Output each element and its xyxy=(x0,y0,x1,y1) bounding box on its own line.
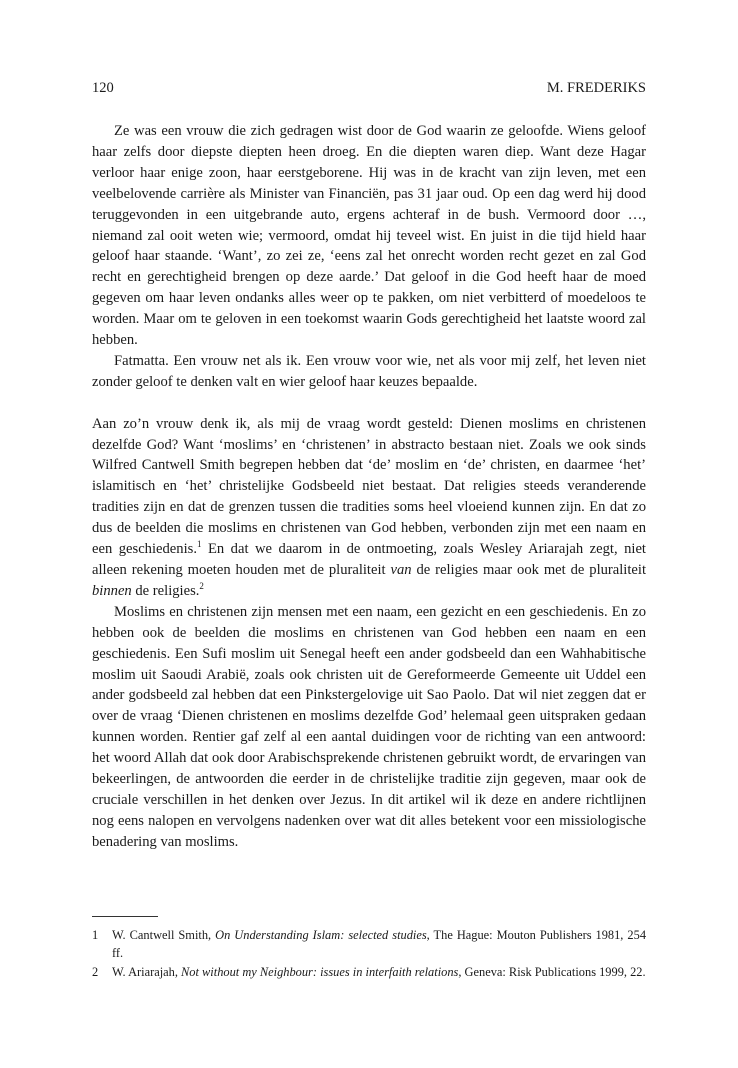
paragraph-4: Moslims en christenen zijn mensen met een naam, een gezicht en een geschiedenis. En zo hebben ook de beelden die moslims en christenen van God hebben een naam en een geschiedenis. Een Sufi moslim uit Senegal heeft een ander godsbeeld dan een Wahhabitische moslim uit Saoudi Arabië, zoals ook christen uit de Gereformeerde Gemeente uit Uddel een ander godsbeeld zal hebben dat een Pinkstergelovige uit Sao Paolo. Dat wil niet zeggen dat er over de vraag ‘Dienen christenen en moslims dezelfde God’ helemaal geen uitspraken gedaan kunnen worden. Rentier gaf zelf al een aantal duidingen voor de richting van een antwoord: het woord Allah dat ook door Arabischsprekende christenen gebruikt wordt, de ervaringen van bekeerlingen, de antwoorden die eerder in de christelijke traditie zijn gegeven, maar ook de cruciale verschillen in het denken over Jezus. In dit artikel wil ik deze en andere richtlijnen nog eens nalopen en vervolgens nadenken over wat dit alles betekent voor een missiologische benadering van moslims. xyxy=(92,603,646,850)
body-text xyxy=(92,121,646,853)
footnotes xyxy=(92,927,646,983)
section-gap xyxy=(92,393,646,414)
footnote-1 xyxy=(92,927,646,962)
footnote-author: W. Ariarajah, xyxy=(112,964,182,979)
footnote-text xyxy=(112,927,646,962)
footnote-publication: , Geneva: Risk Publications 1999, 22. xyxy=(458,964,646,979)
footnote-text xyxy=(112,964,646,982)
footnote-ref-1[interactable]: 1 xyxy=(196,539,202,550)
emphasis-binnen: binnen xyxy=(92,582,132,599)
paragraph-3-text-b: En dat we daarom in de ontmoeting, zoals Wesley Ariarajah zegt, niet alleen rekening moeten houden met de pluraliteit xyxy=(92,541,646,579)
footnote-divider xyxy=(92,916,158,917)
page-number: 120 xyxy=(92,80,114,96)
footnote-author: W. Cantwell Smith, xyxy=(112,928,216,942)
paragraph-2: Fatmatta. Een vrouw net als ik. Een vrouw voor wie, net als voor mij zelf, het leven niet zonder geloof te denken valt en wier geloof haar keuzes bepaalde. xyxy=(92,352,646,390)
paragraph-3-text-c: de religies maar ook met de pluraliteit xyxy=(411,562,647,579)
footnote-title: Not without my Neighbour: issues in interfaith relations xyxy=(181,964,459,979)
footnote-number: 2 xyxy=(92,964,99,979)
footnote-2 xyxy=(92,964,646,982)
paragraph-3-text-a: Aan zo’n vrouw denk ik, als mij de vraag wordt gesteld: Dienen moslims en christenen dezelfde God? Want ‘moslims’ en ‘christenen’ in abstracto bestaan niet. Zoals we ook sinds Wilfred Cantwell Smith begrepen hebben dat ‘de’ moslim en ‘de’ christen, en daarmee ‘het’ islamitisch en ‘het’ christelijke Godsbeeld niet bestaat. Dat religies steeds veranderende tradities zijn en dat de grenzen tussen die tradities soms heel vloeiend kunnen zijn. En dat zo dus de beelden die moslims en christenen van God hebben, verbonden zijn met een naam en een geschiedenis. xyxy=(92,415,646,558)
paragraph-3-text-d: de religies. xyxy=(131,582,200,599)
footnote-publication: , The Hague: Mouton Publishers 1981, 254 ff. xyxy=(112,928,647,960)
running-header xyxy=(92,78,646,98)
paragraph-3 xyxy=(92,414,646,602)
footnote-ref-2[interactable]: 2 xyxy=(199,581,204,592)
footnote-number: 1 xyxy=(92,928,99,942)
paragraph-1: Ze was een vrouw die zich gedragen wist door de God waarin ze geloofde. Wiens geloof haar zelfs door diepste diepten heen droeg. En die diepten waren diep. Want deze Hagar verloor haar enige zoon, haar eerstgeborene. Hij was in de kracht van zijn leven, met een veelbelovende carrière als Minister van Financiën, pas 31 jaar oud. Op een dag werd hij dood teruggevonden in een uitgebrande auto, ergens achteraf in de bush. Vermoord door …, niemand zal ooit weten wie; vermoord, omdat hij teveel wist. En juist in die tijd hield haar geloof haar staande. ‘Want’, zo zei ze, ‘eens zal het onrecht worden recht gezet en zal God recht en gerechtigheid brengen op deze aarde.’ Dat geloof in die God heeft haar de moed gegeven om haar leven ondanks alles weer op te pakken, om niet verbitterd of moedeloos te worden. Maar om te geloven in een toekomst waarin Gods gerechtigheid het laatste woord zal hebben. xyxy=(92,123,646,349)
running-author: M. FREDERIKS xyxy=(546,80,646,96)
footnote-title: On Understanding Islam: selected studies xyxy=(215,928,427,942)
emphasis-van: van xyxy=(390,562,412,579)
